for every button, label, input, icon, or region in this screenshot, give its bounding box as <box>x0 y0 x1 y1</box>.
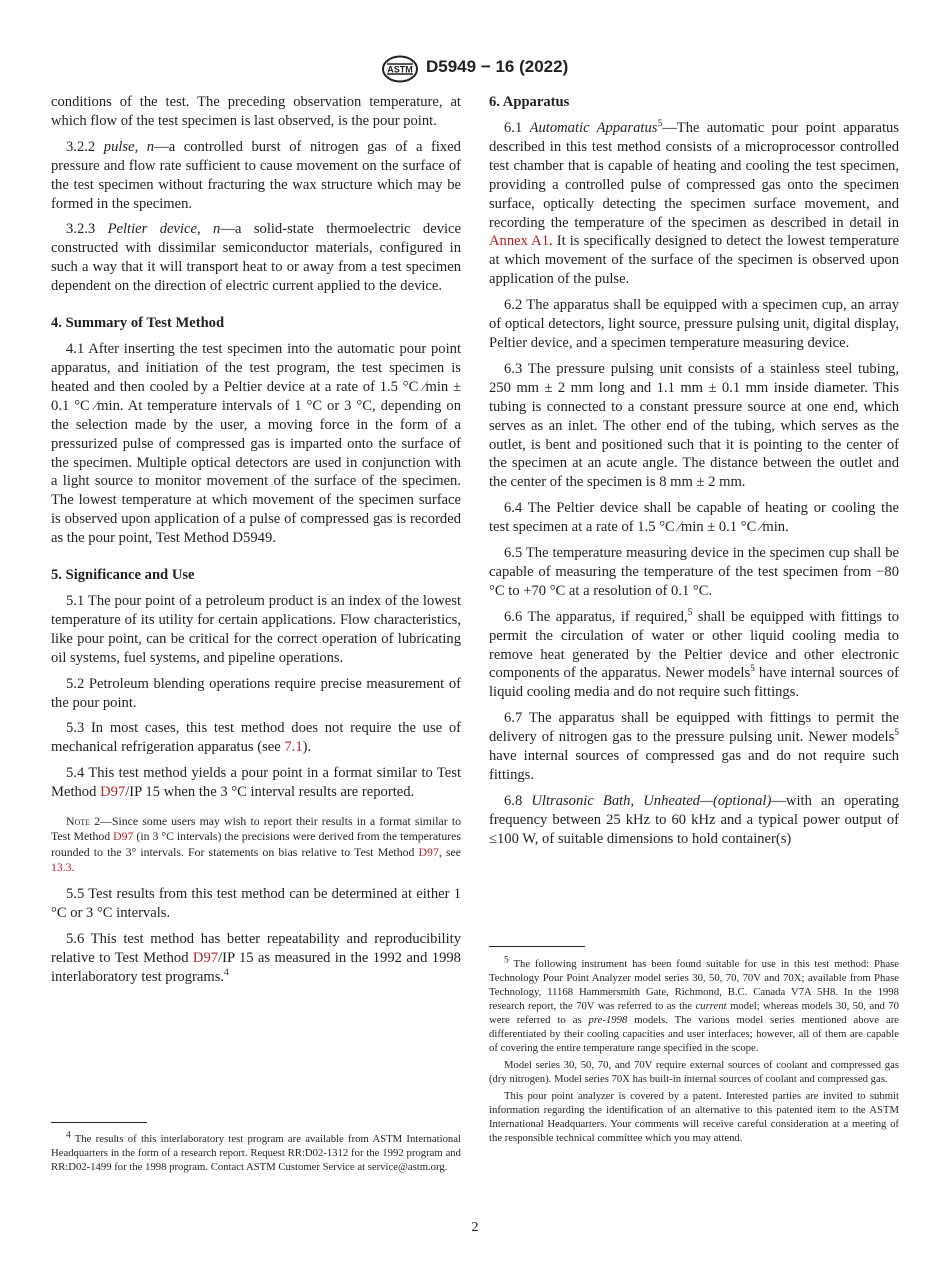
link-d97[interactable]: D97 <box>192 949 219 966</box>
section-6-heading: 6. Apparatus <box>489 94 570 110</box>
footnote-5-paragraph-2: Model series 30, 50, 70, and 70V require external sources of coolant and compressed gas (dry nitrogen). Model series 70X has built-in internal sources of coolant and compressed gas. <box>489 1059 899 1085</box>
paragraph-6-3: 6.3 The pressure pulsing unit consists of a stainless steel tubing, 250 mm ± 2 mm long and 1.1 mm ± 0.1 mm inside diameter. This tubing is connected to a constant pressure source at one end, which serves as an inlet. The other end of the tubing, which serves as the outlet, is bent and positioned such that it is pointing to the center of the specimen at an acute angle. The distance between the outlet and the center of the specimen is 8 mm ± 2 mm. <box>489 360 899 491</box>
link-d97[interactable]: D97 <box>100 784 126 801</box>
footnote-ref-5[interactable]: 5 <box>657 119 663 130</box>
link-d97[interactable]: D97 <box>418 844 439 859</box>
footnote-ref-5[interactable]: 5 <box>750 664 755 675</box>
paragraph-6-6: 6.6 The apparatus, if required,$^5$ shall be equipped with fittings to permit the circulation of water or other liquid cooling media to remove heat generated by the Peltier device and other electronic components of the apparatus. Newer models$^5$ have internal sources of liquid cooling media and do not require such fittings. <box>489 607 899 701</box>
astm-logo-icon <box>381 55 419 83</box>
link-annex-a1[interactable]: Annex A1 <box>489 233 550 250</box>
paragraph-3-2-3: 3.2.3 Peltier device, n—a solid-state thermoelectric device constructed with dissimilar semiconductor materials, configured in such a way that it will transport heat to or away from a test specimen dependent on the direction of electric current applied to the device. <box>51 221 462 295</box>
paragraph-5-1: 5.1 The pour point of a petroleum product is an index of the lowest temperature of its utility for certain applications. Flow characteristics, like pour point, can be critical for the correct operation of lubricating oil systems, fuel systems, and pipeline operations. <box>51 593 461 666</box>
footnote-divider <box>489 946 585 947</box>
document-id: D5949 − 16 (2022) <box>426 57 569 76</box>
paragraph-4-1: 4.1 After inserting the test specimen into the automatic pour point apparatus, and initiation of the test program, the test specimen is heated and then cooled by a Peltier device at a rate of 1.5 °C ⁄min ± 0.1 °C ⁄min. At temperature intervals of 1 °C or 3 °C, depending on the selection made by the user, a moving force in the form of a pressurized pulse of compressed gas is imparted onto the surface of the specimen. Multiple optical detectors are used in conjunction with a light source to monitor movement of the surface of the specimen. The lowest temperature at which movement of the specimen surface is observed upon application of a pulse of compressed gas is recorded as the pour point, Test Method D5949. <box>51 341 461 547</box>
paragraph-5-5: 5.5 Test results from this test method can be determined at either 1 °C or 3 °C intervals. <box>51 885 461 921</box>
paragraph-6-4: 6.4 The Peltier device shall be capable of heating or cooling the test specimen at a rate of 1.5 °C ⁄min ± 0.1 °C ⁄min. <box>489 500 899 536</box>
paragraph-3-2-2: 3.2.2 pulse, n—a controlled burst of nitrogen gas of a fixed pressure and flow rate sufficient to cause movement on the surface of the test specimen without fracturing the wax structure which may be formed in the specimen. <box>51 138 461 212</box>
section-4-heading: 4. Summary of Test Method <box>51 315 225 332</box>
footnote-area-left <box>51 1122 461 1177</box>
footnote-ref-5[interactable]: 5 <box>687 607 693 618</box>
footnote-area-right <box>489 946 899 1148</box>
paragraph-6-5: 6.5 The temperature measuring device in the specimen cup shall be capable of measuring the temperature of the test specimen from −80 °C to +70 °C at a resolution of 0.1 °C. <box>489 545 899 599</box>
left-column <box>51 93 461 993</box>
page-header <box>0 55 950 85</box>
term-automatic-apparatus: Automatic Apparatus <box>529 120 658 136</box>
footnote-ref-5[interactable]: 5 <box>894 728 899 739</box>
link-d97[interactable]: D97 <box>113 829 134 844</box>
paragraph-6-7: 6.7 The apparatus shall be equipped with fittings to permit the delivery of nitrogen gas to the pressure pulsing unit. Newer models$^5$ have internal sources of compressed gas and do not require such fittings. <box>489 710 899 783</box>
paragraph-5-4: 5.4 This test method yields a pour point in a format similar to Test Method D97/IP 15 when the 3 °C interval results are reported. <box>51 765 461 801</box>
paragraph-5-3: 5.3 In most cases, this test method does not require the use of mechanical refrigeration apparatus (see 7.1). <box>51 720 461 756</box>
right-column <box>489 93 899 856</box>
term-pulse: pulse, n <box>103 138 155 155</box>
term-ultrasonic-bath: Ultrasonic Bath, Unheated—(optional) <box>531 792 772 809</box>
paragraph-6-8: 6.8 Ultrasonic Bath, Unheated—(optional)—with an operating frequency between 25 kHz to 60 kHz and a typical power output of ≤100 W, of suitable dimensions to hold container(s) <box>489 792 899 847</box>
paragraph-6-1: 6.1 Automatic Apparatus$^5$—The automatic pour point apparatus described in this test method consists of a microprocessor controlled test chamber that is capable of heating and cooling the test specimen, providing a controlled pulse of compressed gas onto the specimen surface, optically detecting the specimen surface movement, and recording the temperature of the specimen as described in detail in Annex A1. It is specifically designed to detect the lowest temperature at which movement of the surface of the specimen is observed upon application of the pulse. <box>489 119 900 288</box>
page-number: 2 <box>471 1220 479 1235</box>
term-peltier-device: Peltier device, n <box>107 221 221 238</box>
paragraph-6-2: 6.2 The apparatus shall be equipped with a specimen cup, an array of optical detectors, light source, pressure pulsing unit, digital display, Peltier device, and a specimen temperature measuring device. <box>489 297 899 351</box>
svg-text:ASTM: ASTM <box>387 64 413 75</box>
section-5-heading: 5. Significance and Use <box>51 567 195 584</box>
link-13-3[interactable]: 13.3 <box>51 859 72 874</box>
footnote-ref-4[interactable]: 4 <box>224 967 229 978</box>
link-7-1[interactable]: 7.1 <box>284 739 303 756</box>
footnote-5-paragraph-3: This pour point analyzer is covered by a patent. Interested parties are invited to submit information regarding the identification of an alternative to this patented item to the ASTM International Headquarters. Your comments will receive careful consideration at a meeting of the responsible technical committee which you may attend. <box>489 1090 899 1144</box>
paragraph-5-6: 5.6 This test method has better repeatability and reproducibility relative to Test Method D97/IP 15 as measured in the 1992 and 1998 interlaboratory test programs.$^4$ <box>51 930 461 985</box>
footnote-5: $^5$ The following instrument has been found suitable for use in this test method: Phase Technology Pour Point Analyzer model series 30, 50, 70, 70V and 70X; available from Phase Technology, 11168 Hammersmith Gate, Richmond, B.C. Canada V7A 5H8. In the 1998 research report, the 70V was referred to as the current model; whereas models 30, 50, and 70 were referred to as pre-1998 models. The various model series mentioned above are differentiated by their cooling capacities and user interfaces; however, all of them are capable of covering the entire temperature range specified in the scope. <box>489 955 899 1054</box>
note-2: Note 2—Since some users may wish to report their results in a format similar to Test Method D97 (in 3 °C intervals) the precisions were derived from the temperatures rounded to the 3° intervals. For statements on bias relative to Test Method D97, see 13.3. <box>51 814 461 874</box>
footnote-divider <box>51 1122 147 1123</box>
footnote-4: $^4$ The results of this interlaboratory test program are available from ASTM International Headquarters in the form of a research report. Request RR:D02-1312 for the 1992 program and RR:D02-1499 for the 1998 program. Contact ASTM Customer Service at service@astm.org. <box>51 1130 461 1173</box>
paragraph-continuation: conditions of the test. The preceding observation temperature, at which flow of the test specimen is last observed, is the pour point. <box>51 94 461 129</box>
paragraph-5-2: 5.2 Petroleum blending operations require precise measurement of the pour point. <box>51 675 461 711</box>
